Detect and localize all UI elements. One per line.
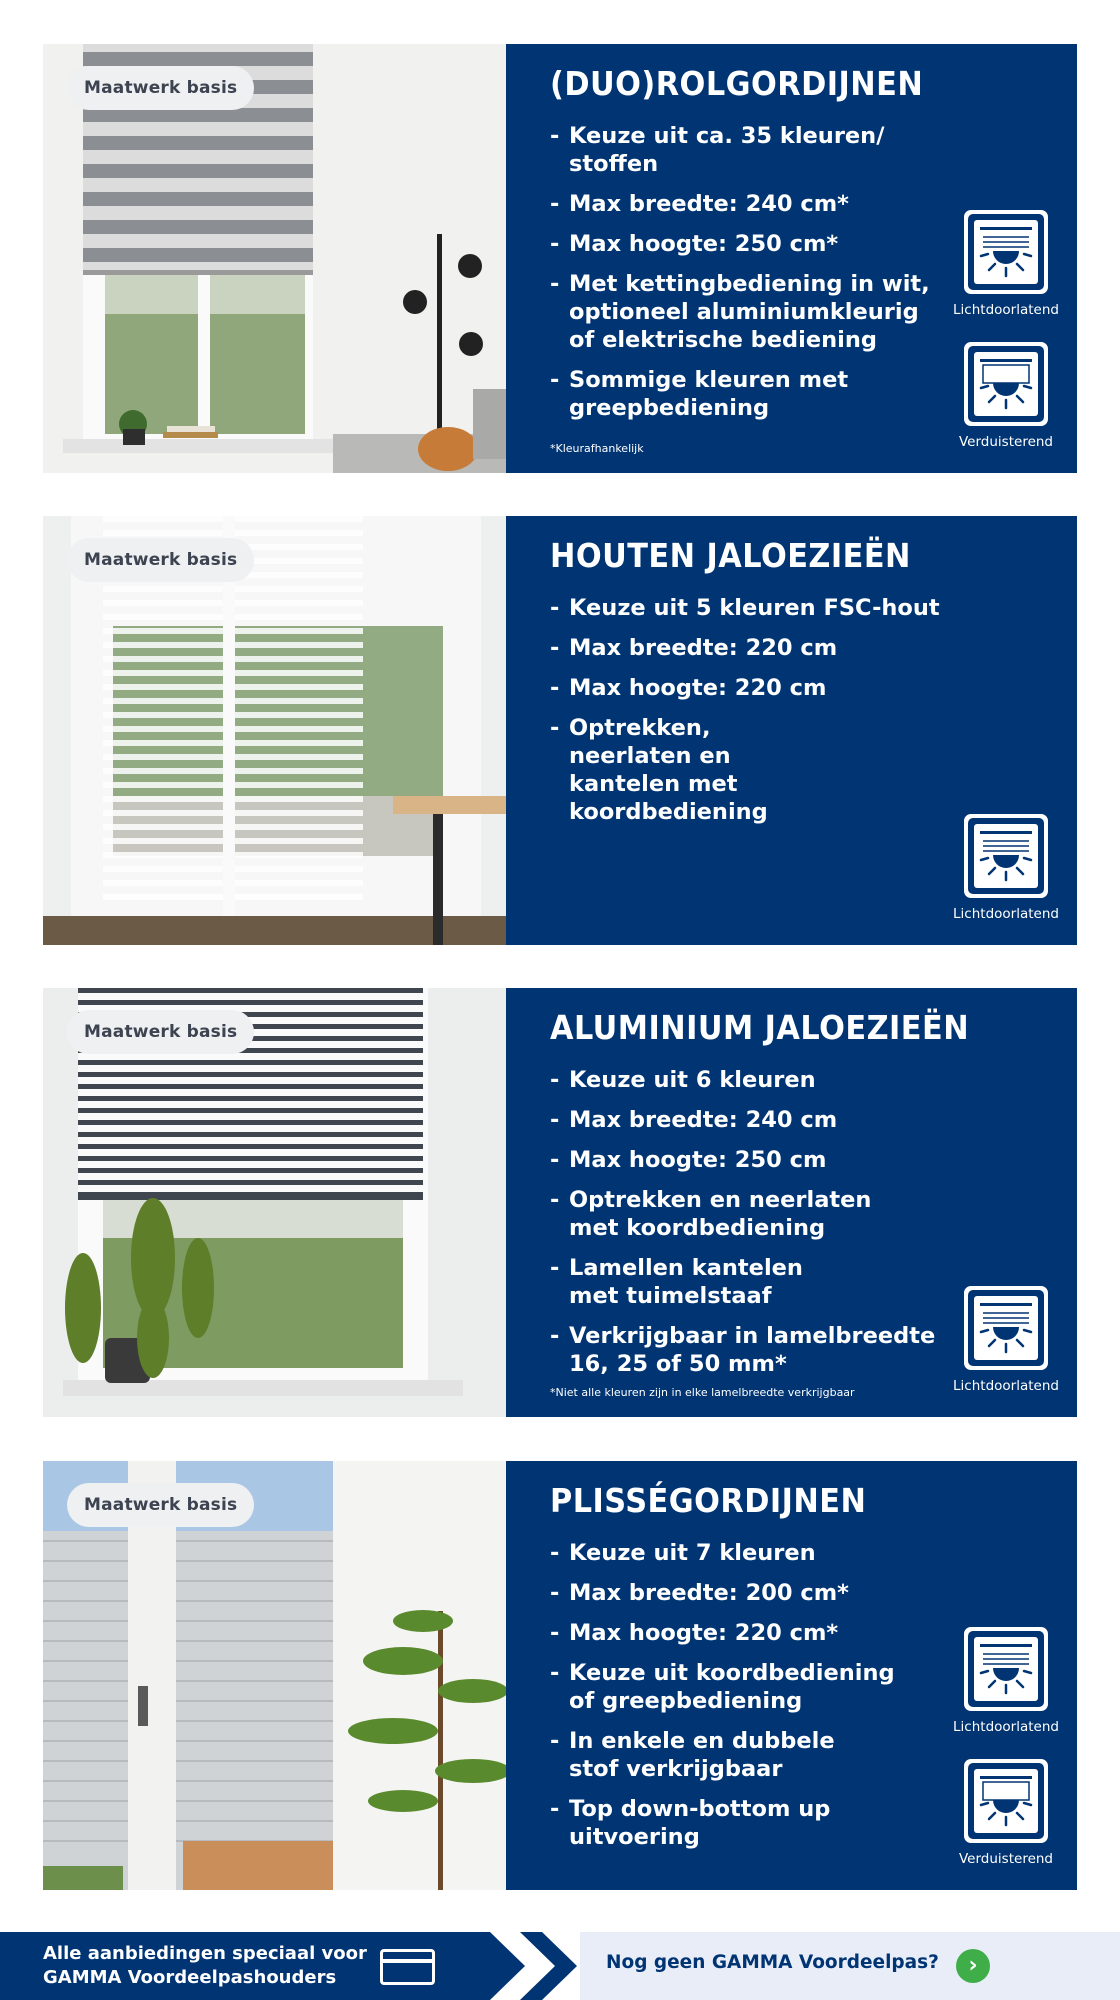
info-panel: [506, 44, 1077, 473]
blackout-icon: [964, 342, 1048, 426]
badge-maatwerk-basis: Maatwerk basis: [67, 538, 254, 582]
feature-item: - Keuze uit koordbediening of greepbediening: [550, 1659, 900, 1715]
product-title: ALUMINIUM JALOEZIEËN: [550, 1008, 970, 1047]
voordeelpas-cta-link[interactable]: Nog geen GAMMA Voordeelpas?: [606, 1952, 939, 1973]
feature-item: - Max breedte: 240 cm: [550, 1106, 942, 1134]
feature-list: [550, 594, 942, 838]
footnote: *Niet alle kleuren zijn in elke lamelbreedte verkrijgbaar: [550, 1386, 855, 1399]
voordeelpas-footer: [0, 1932, 1120, 2000]
light-property-verduisterend: [946, 1759, 1066, 1867]
product-title: HOUTEN JALOEZIEËN: [550, 536, 911, 575]
feature-item: - Sommige kleuren met greepbediening: [550, 366, 880, 422]
feature-item: - Max hoogte: 250 cm*: [550, 230, 942, 258]
icon-label: Verduisterend: [959, 1851, 1053, 1867]
feature-list: [550, 1539, 942, 1863]
product-photo-wooden-blinds: [43, 516, 506, 945]
footnote: *Kleurafhankelijk: [550, 442, 644, 455]
feature-item: - Verkrijgbaar in lamelbreedte 16, 25 of 50 mm*: [550, 1322, 940, 1378]
product-photo-pleated-blinds: [43, 1461, 506, 1890]
feature-item: - Met kettingbediening in wit, optioneel aluminiumkleurig of elektrische bediening: [550, 270, 930, 354]
product-card-aluminium-jaloezieen: [43, 988, 1077, 1417]
product-photo-aluminium-blinds: [43, 988, 506, 1417]
footer-offer-text: Alle aanbiedingen speciaal voor GAMMA Voordeelpashouders: [43, 1943, 367, 1988]
product-title: (DUO)ROLGORDIJNEN: [550, 64, 924, 103]
icon-label: Lichtdoorlatend: [953, 302, 1059, 318]
light-property-lichtdoorlatend: [946, 814, 1066, 922]
light-property-verduisterend: [946, 342, 1066, 450]
feature-item: - Keuze uit 7 kleuren: [550, 1539, 942, 1567]
blackout-icon: [964, 1759, 1048, 1843]
feature-list: [550, 1066, 942, 1390]
chevron-arrow-icon: [520, 1932, 580, 2000]
info-panel: [506, 516, 1077, 945]
light-filtering-icon: [964, 814, 1048, 898]
loyalty-card-icon: [380, 1949, 435, 1985]
product-photo-roller-blind: [43, 44, 506, 473]
product-card-houten-jaloezieen: [43, 516, 1077, 945]
feature-item: - Max hoogte: 220 cm*: [550, 1619, 942, 1647]
light-filtering-icon: [964, 210, 1048, 294]
product-title: PLISSÉGORDIJNEN: [550, 1481, 867, 1520]
light-property-lichtdoorlatend: [946, 1286, 1066, 1394]
info-panel: [506, 1461, 1077, 1890]
info-panel: [506, 988, 1077, 1417]
feature-list: [550, 122, 942, 434]
icon-label: Lichtdoorlatend: [953, 1719, 1059, 1735]
feature-item: - Max breedte: 200 cm*: [550, 1579, 942, 1607]
icon-label: Lichtdoorlatend: [953, 1378, 1059, 1394]
light-filtering-icon: [964, 1286, 1048, 1370]
feature-item: - Max hoogte: 220 cm: [550, 674, 942, 702]
feature-item: - Optrekken, neerlaten en kantelen met koordbediening: [550, 714, 840, 826]
feature-item: - Optrekken en neerlaten met koordbediening: [550, 1186, 880, 1242]
feature-item: - Max breedte: 240 cm*: [550, 190, 942, 218]
feature-item: - Keuze uit ca. 35 kleuren/ stoffen: [550, 122, 890, 178]
light-property-lichtdoorlatend: [946, 210, 1066, 318]
icon-label: Lichtdoorlatend: [953, 906, 1059, 922]
light-filtering-icon: [964, 1627, 1048, 1711]
feature-item: - Keuze uit 6 kleuren: [550, 1066, 942, 1094]
feature-item: - Keuze uit 5 kleuren FSC-hout: [550, 594, 970, 622]
feature-item: - In enkele en dubbele stof verkrijgbaar: [550, 1727, 880, 1783]
feature-item: - Max hoogte: 250 cm: [550, 1146, 942, 1174]
feature-item: - Lamellen kantelen met tuimelstaaf: [550, 1254, 820, 1310]
feature-item: - Max breedte: 220 cm: [550, 634, 942, 662]
chevron-right-icon[interactable]: ›: [956, 1949, 990, 1983]
product-card-plissegordijnen: [43, 1461, 1077, 1890]
badge-maatwerk-basis: Maatwerk basis: [67, 1483, 254, 1527]
badge-maatwerk-basis: Maatwerk basis: [67, 66, 254, 110]
product-card-duo-rolgordijnen: [43, 44, 1077, 473]
feature-item: - Top down-bottom up uitvoering: [550, 1795, 850, 1851]
icon-label: Verduisterend: [959, 434, 1053, 450]
badge-maatwerk-basis: Maatwerk basis: [67, 1010, 254, 1054]
light-property-lichtdoorlatend: [946, 1627, 1066, 1735]
